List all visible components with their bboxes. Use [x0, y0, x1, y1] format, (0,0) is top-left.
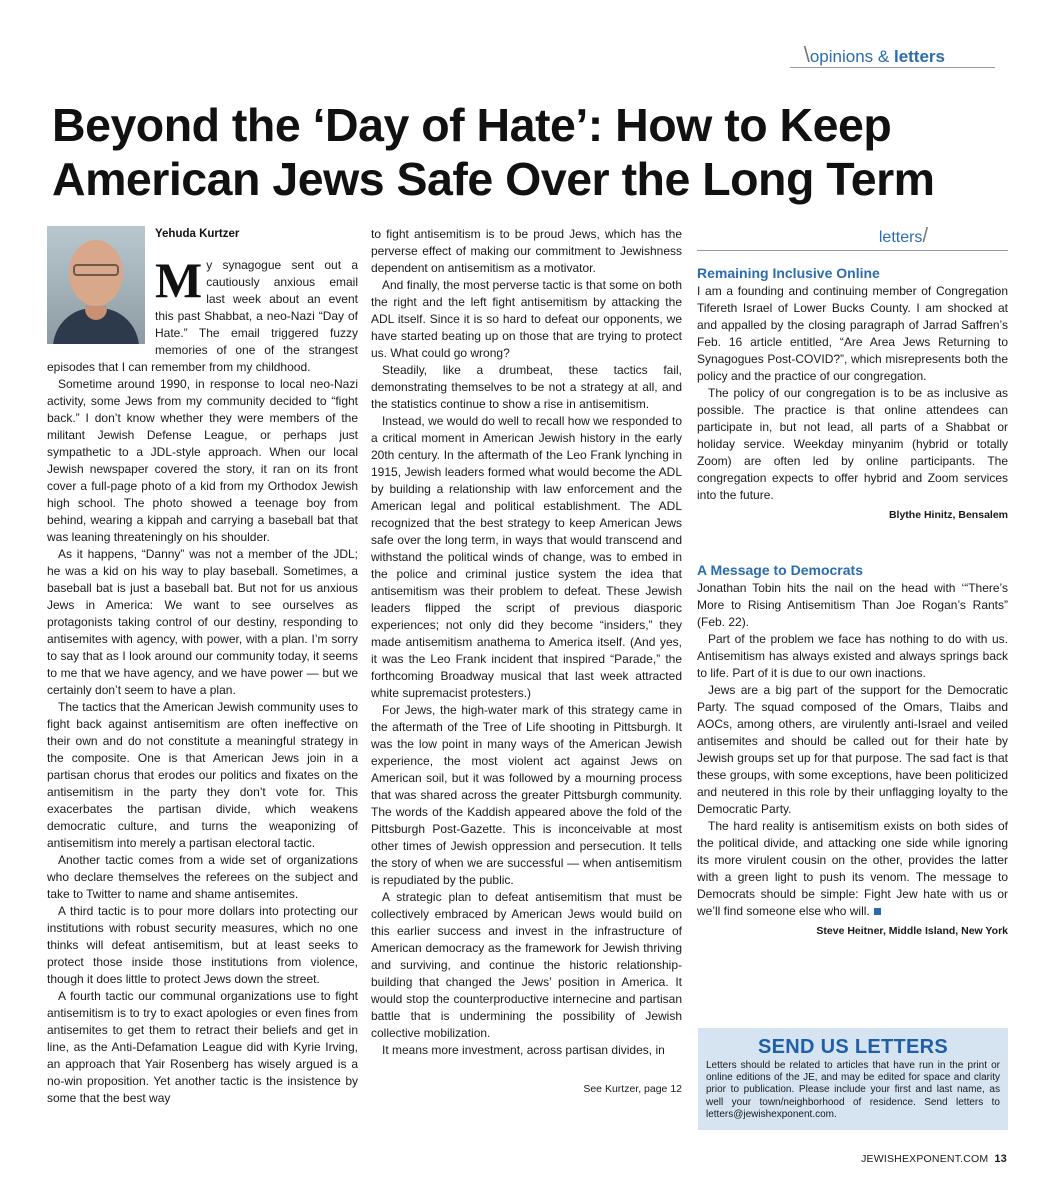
page-footer [861, 1153, 1007, 1165]
article-paragraph: A fourth tactic our communal organizations use to fight antisemitism is to try to exact apologies or even fines from antisemites to get them to retract their beliefs and get in line, as the Anti-Defamation League did with Kyrie Irving, an approach that Yair Rosenberg has wisely argued is a no-win proposition. Yet another tactic is the insistence by some that the best way [47, 989, 358, 1105]
send-letters-box [698, 1028, 1008, 1130]
article-paragraph: As it happens, “Danny” was not a member of the JDL; he was a kid on his way to play baseball. Sometimes, a baseball bat is just a baseball bat. But not for us anxious Jews in America: We want to see ourselves as protagonists taking control of our destiny, responding to antisemites with agency, with power, with a plan. I’m sorry to say that as I look around our community today, it seems to me that we have agency, and we have power — but we certainly don’t seem to have a plan. [47, 547, 358, 697]
article-paragraph: My synagogue sent out a cautiously anxious email last week about an event this past Shabbat, a neo-Nazi “Day of Hate.” The email triggered fuzzy memories of one of the strangest episodes that I can remember from my childhood. [47, 252, 358, 374]
letter-paragraph: The policy of our congregation is to be as inclusive as possible. The practice is that online attendees can participate in, but not lead, all parts of a Shabbat or holiday service. Weekday minyanim (hybrid or totally Zoom) are often led by online participants. The congregation expects to offer hybrid and Zoom services into the future. [697, 386, 1008, 502]
letter-paragraph: The hard reality is antisemitism exists on both sides of the political divide, and attacking one side while ignoring its more virulent cousin on the other, provides the latter with a green light to push its venom. The message to Democrats should be simple: Fight Jew hate with us or we’ll find someone else who will. [697, 819, 1008, 918]
page-title: Beyond the ‘Day of Hate’: How to Keep American Jews Safe Over the Long Term [52, 99, 935, 205]
article-paragraph: Sometime around 1990, in response to local neo-Nazi activity, some Jews from my community decided to “fight back.” I don’t know whether they were members of the militant Jewish Defense League, or perhaps just sympathetic to a JDL-style approach. When our local Jewish newspaper covered the story, it ran on its front cover a full-page photo of a kid from my Orthodox Jewish high school. The photo showed a teenage boy from behind, wearing a kippah and carrying a baseball bat that was leaning threateningly on his shoulder. [47, 377, 358, 544]
author-photo [47, 226, 145, 344]
footer-site: JEWISHEXPONENT.COM [861, 1153, 989, 1165]
letters-tag: letters/ [878, 225, 928, 247]
article-paragraph: For Jews, the high-water mark of this strategy came in the aftermath of the Tree of Life shooting in Pittsburgh. It was the low point in many ways of the American Jewish experience, the most violent act against Jews on American soil, but it was followed by a mourning process that was shared across the greater Pittsburgh community. The words of the Kaddish appeared above the fold of the Pittsburgh Post-Gazette. This is inconceivable at most other times of Jewish oppression and persecution. It tells the story of when we are successful — when antisemitism is repudiated by the public. [371, 703, 682, 887]
author-byline: Yehuda Kurtzer [155, 228, 240, 240]
section-prefix: opinions & [809, 47, 894, 66]
letter-headline: Remaining Inclusive Online [697, 265, 880, 281]
letter-signoff: Blythe Hinitz, Bensalem [888, 509, 1008, 521]
letters-column [697, 226, 1008, 940]
section-tag [804, 42, 945, 68]
article-paragraph: Steadily, like a drumbeat, these tactics fail, demonstrating themselves to be not a strategy at all, and the statistics continue to show a rise in antisemitism. [371, 363, 682, 411]
article-paragraph: The tactics that the American Jewish community uses to fight back against antisemitism are often ineffective on their own and do not constitute a meaningful strategy in the composite. One is that American Jews join in a partisan chorus that erodes our politics and fixates on the antisemitism in the party they don’t vote for. This exacerbates the partisan divide, which weakens democratic culture, and turns the weaponizing of antisemitism into merely a partisan electoral tactic. [47, 700, 358, 850]
article-column-2 [371, 226, 682, 1098]
article-paragraph: Instead, we would do well to recall how we responded to a critical moment in American Jewish history in the early 20th century. In the aftermath of the Leo Frank lynching in 1915, Jewish leaders formed what would become the ADL by building a relationship with law enforcement and the American legal and political establishment. The ADL recognized that the best strategy to keep American Jews safe over the long term, in ways that would transcend and withstand the political winds of change, was to embed in the police and criminal justice system the idea that antisemitism was their problem to defeat. These Jewish leaders flipped the script of previous diasporic experiences; not only did they become “insiders,” they made antisemitism anathema to America itself. (And yes, it was the Leo Frank incident that inspired “Parade,” the forthcoming Broadway musical that last week attracted white supremacist protesters.) [371, 414, 682, 700]
letter-paragraph: I am a founding and continuing member of Congregation Tifereth Israel of Lower Bucks County. I am shocked at and appalled by the closing paragraph of Jarrad Saffren’s Feb. 16 article entitled, “Are Area Jews Returning to Synagogues Post-COVID?”, which misrepresents both the policy and the practice of our congregation. [697, 284, 1008, 383]
article-paragraph: to fight antisemitism is to be proud Jews, which has the perverse effect of making our commitment to Jewishness dependent on antisemitism as a motivator. [371, 227, 682, 275]
letter-paragraph: Jonathan Tobin hits the nail on the head with ‘“There’s More to Rising Antisemitism Than Joe Rogan’s Rants” (Feb. 22). [697, 581, 1008, 629]
end-square-icon [874, 908, 881, 915]
letter-paragraph: Jews are a big part of the support for the Democratic Party. The squad composed of the Omars, Tlaibs and AOCs, among others, are virulently anti-Israel and veiled antisemites and should be called out for their hate by Jewish groups set up for that purpose. The sad fact is that these groups, with some exceptions, have been politicized and neutered in this role by their unflagging loyalty to the Democratic Party. [697, 683, 1008, 816]
slash-divider-icon: \ [803, 42, 810, 67]
article-paragraph: Another tactic comes from a wide set of organizations who declare themselves the referees on the subject and take to Twitter to name and shame antisemites. [47, 853, 358, 901]
article-column-1 [47, 226, 358, 1107]
slash-divider-icon: / [922, 225, 928, 247]
drop-cap: M [155, 252, 203, 308]
letter-signoff: Steve Heitner, Middle Island, New York [816, 925, 1008, 937]
send-letters-body: Letters should be related to articles that have run in the print or online editions of the JE, and may be edited for space and clarity prior to publication. Please include your first and last name, as well your town/neighborhood of residence. Send letters to letters@jewishexponent.com. [706, 1060, 1000, 1120]
send-letters-title: SEND US LETTERS [757, 1036, 949, 1058]
article-paragraph: It means more investment, across partisan divides, in [382, 1043, 665, 1057]
article-paragraph: A third tactic is to pour more dollars into protecting our institutions with robust security measures, which no one thinks will defeat antisemitism, but at least seeks to protect those inside those institutions from violence, though it does little to protect Jews down the street. [47, 904, 358, 986]
article-paragraph: A strategic plan to defeat antisemitism that must be collectively embraced by American Jews would build on this earlier success and invest in the infrastructure of American democracy as the framework for Jewish thriving and surviving, and continue the historic relationship-building that changed the Jews’ position in America. It would stop the counterproductive internecine and partisan battle that is undermining the possibility of Jewish collective mobilization. [371, 890, 682, 1040]
letter-headline: A Message to Democrats [697, 562, 863, 578]
section-bold: letters [893, 47, 945, 66]
article-paragraph: And finally, the most perverse tactic is that some on both the right and the left fight antisemitism by attacking the ADL itself. Since it is so hard to defeat our opponents, we have started beating up on those that are trying to protect us. What could go wrong? [371, 278, 682, 360]
page-number: 13 [994, 1153, 1007, 1165]
letter-paragraph: Part of the problem we face has nothing to do with us. Antisemitism has always existed and always springs back to life. Part of it is due to our own inactions. [697, 632, 1008, 680]
continued-reference: See Kurtzer, page 12 [583, 1083, 682, 1095]
section-rule [790, 67, 995, 68]
letters-rule [697, 250, 1008, 251]
